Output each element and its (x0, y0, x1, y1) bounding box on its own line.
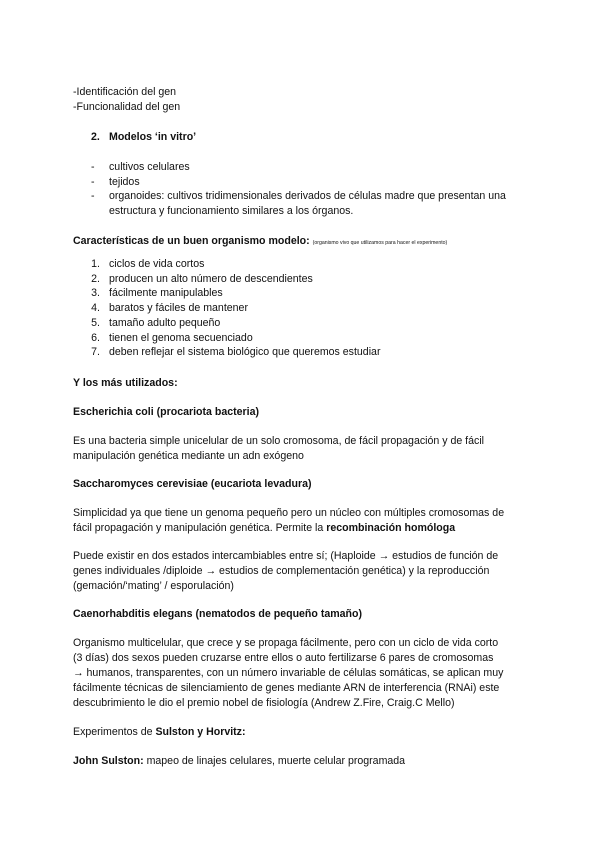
list-item: producen un alto número de descendientes (109, 273, 313, 285)
emphasis-term: Sulston y Horvitz: (155, 726, 246, 738)
paragraph-text: mapeo de linajes celulares, muerte celular programada (143, 755, 406, 767)
paragraph-line: (gemación/‘mating’ / esporulación) (73, 580, 234, 592)
dash-bullet: - (91, 190, 95, 202)
characteristics-heading (73, 234, 533, 251)
paragraph-line: Es una bacteria simple unicelular de un solo cromosoma, de fácil propagación y de fácil (73, 435, 485, 447)
dash-bullet: - (91, 161, 95, 173)
intro-list (73, 85, 533, 115)
paragraph-line: → humanos, transparentes, con un número invariable de células somáticas, se aplican muy (73, 667, 504, 679)
worm-heading: Caenorhabditis elegans (nematodos de pequeño tamaño) (73, 608, 363, 620)
dash-bullet: - (91, 176, 95, 188)
list-number: 3. (91, 287, 100, 299)
intro-line: -Identificación del gen (73, 86, 177, 98)
paragraph-line (73, 521, 533, 536)
yeast-paragraph-1 (73, 506, 533, 536)
list-item: deben reflejar el sistema biológico que queremos estudiar (109, 346, 381, 358)
list-item: tejidos (109, 176, 140, 188)
list-item: baratos y fáciles de mantener (109, 302, 248, 314)
paragraph-line: Simplicidad ya que tiene un genoma pequeño pero un núcleo con múltiples cromosomas de (73, 507, 505, 519)
paragraph-line: Puede existir en dos estados intercambiables entre sí; (Haploide → estudios de función de (73, 550, 499, 562)
list-item: ciclos de vida cortos (109, 258, 205, 270)
section-title: Modelos ‘in vitro’ (109, 131, 197, 143)
paragraph-line: genes individuales /diploide → estudios de complementación genética) y la reproducción (73, 565, 490, 577)
paragraph-text: Experimentos de (73, 726, 156, 738)
characteristics-title: Características de un buen organismo modelo: (73, 235, 310, 247)
list-number: 1. (91, 258, 100, 270)
ecoli-paragraph (73, 434, 533, 464)
yeast-heading: Saccharomyces cerevisiae (eucariota levadura) (73, 478, 312, 490)
paragraph-text: fácil propagación y manipulación genética. Permite la (73, 522, 327, 534)
list-item: tienen el genoma secuenciado (109, 332, 253, 344)
ecoli-heading: Escherichia coli (procariota bacteria) (73, 406, 260, 418)
experiments-line (73, 725, 533, 740)
paragraph-line: descubrimiento le dio el premio nobel de fisiología (Andrew Z.Fire, Craig.C Mello) (73, 697, 455, 709)
emphasis-term: John Sulston: (73, 755, 144, 767)
list-item: cultivos celulares (109, 161, 190, 173)
list-item: fácilmente manipulables (109, 287, 223, 299)
paragraph-line: Organismo multicelular, que crece y se propaga fácilmente, pero con un ciclo de vida corto (73, 637, 499, 649)
emphasis-term: recombinación homóloga (326, 522, 456, 534)
list-number: 2. (91, 273, 100, 285)
section-number: 2. (91, 131, 100, 143)
yeast-paragraph-2 (73, 549, 533, 594)
intro-line: -Funcionalidad del gen (73, 101, 181, 113)
list-number: 4. (91, 302, 100, 314)
list-number: 6. (91, 332, 100, 344)
characteristics-note: (organismo vivo que utilizamos para hacer el experimento) (312, 240, 448, 246)
sulston-line (73, 754, 533, 769)
list-number: 7. (91, 346, 100, 358)
list-item-continued: estructura y funcionamiento similares a los órganos. (109, 205, 354, 217)
paragraph-line: fácilmente técnicas de silenciamiento de genes mediante ARN de interferencia (RNAi) este (73, 682, 500, 694)
most-used-heading: Y los más utilizados: (73, 377, 178, 389)
paragraph-line: (3 días) dos sexos pueden cruzarse entre ellos o auto fertilizarse 6 pares de cromosomas (73, 652, 494, 664)
list-item: tamaño adulto pequeño (109, 317, 221, 329)
worm-paragraph (73, 636, 533, 711)
list-item: organoides: cultivos tridimensionales derivados de células madre que presentan una (109, 190, 506, 202)
list-number: 5. (91, 317, 100, 329)
paragraph-line: manipulación genética mediante un adn exógeno (73, 450, 304, 462)
